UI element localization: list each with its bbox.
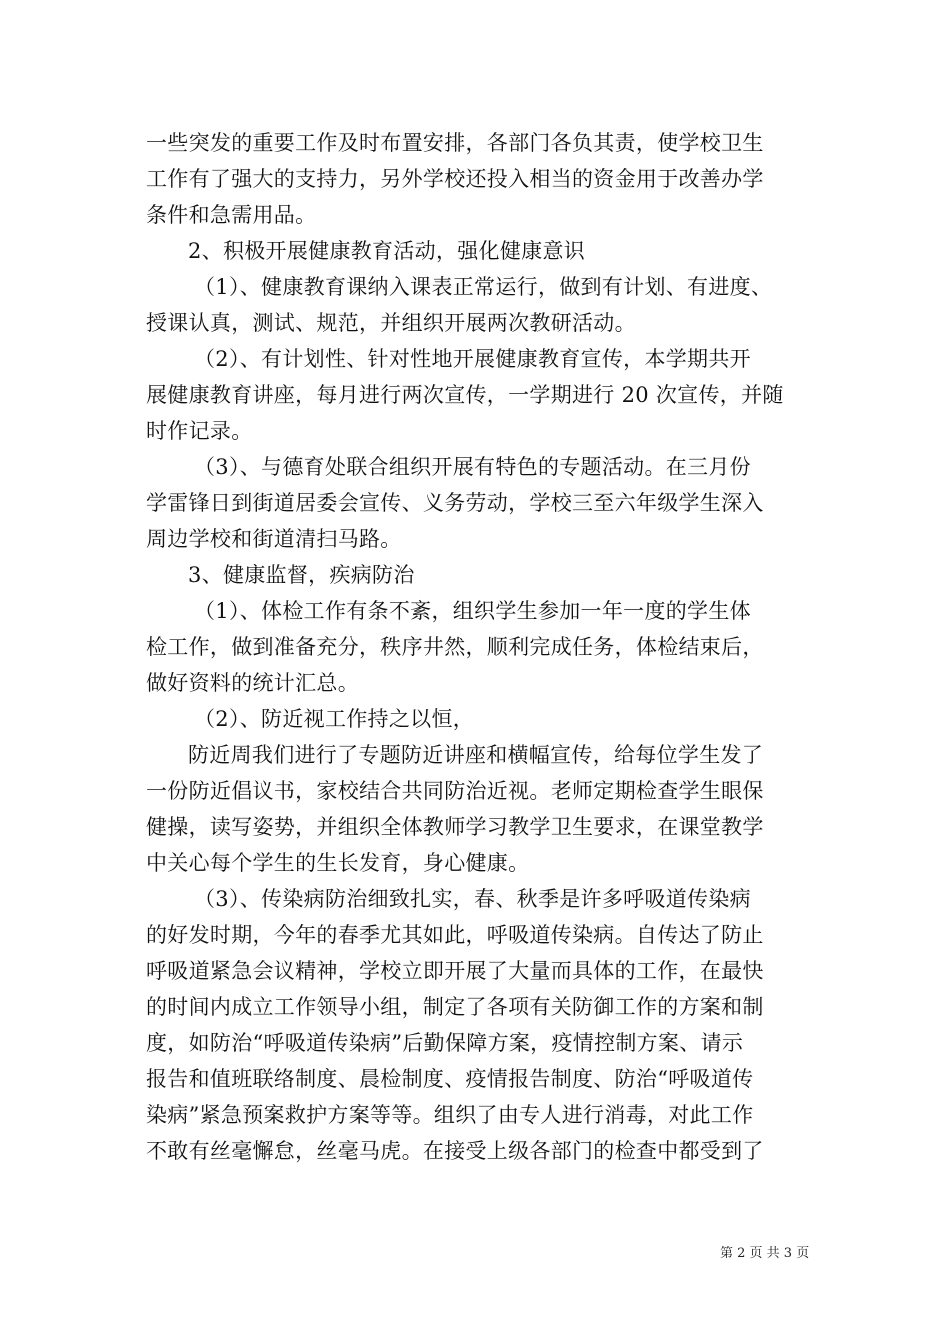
paragraph-line: 条件和急需用品。: [146, 203, 317, 227]
paragraph-line: 呼吸道紧急会议精神，学校立即开展了大量而具体的工作，在最快: [146, 959, 764, 983]
paragraph-line: 一些突发的重要工作及时布置安排，各部门各负其责，使学校卫生: [146, 131, 764, 155]
paragraph-line: 做好资料的统计汇总。: [146, 671, 359, 695]
paragraph-line: 检工作，做到准备充分，秩序井然，顺利完成任务，体检结束后，: [146, 635, 764, 659]
paragraph-line: （1）、健康教育课纳入课表正常运行，做到有计划、有进度、: [194, 275, 773, 299]
paragraph-line: 周边学校和街道清扫马路。: [146, 527, 402, 551]
paragraph-line: 学雷锋日到街道居委会宣传、义务劳动，学校三至六年级学生深入: [146, 491, 764, 515]
paragraph-line: （2）、有计划性、针对性地开展健康教育宣传，本学期共开: [194, 347, 751, 371]
paragraph-line: 报告和值班联络制度、晨检制度、疫情报告制度、防治“呼吸道传: [146, 1067, 754, 1091]
section-heading: 3、健康监督，疾病防治: [188, 563, 415, 587]
paragraph-line: 授课认真，测试、规范，并组织开展两次教研活动。: [146, 311, 636, 335]
paragraph-line: 度，如防治“呼吸道传染病”后勤保障方案，疫情控制方案、请示: [146, 1031, 744, 1055]
paragraph-line: 不敢有丝毫懈怠，丝毫马虎。在接受上级各部门的检查中都受到了: [146, 1139, 764, 1163]
paragraph-line: 的时间内成立工作领导小组，制定了各项有关防御工作的方案和制: [146, 995, 764, 1019]
paragraph-line: 一份防近倡议书，家校结合共同防治近视。老师定期检查学生眼保: [146, 779, 764, 803]
paragraph-line: 工作有了强大的支持力，另外学校还投入相当的资金用于改善办学: [146, 167, 764, 191]
paragraph-line: （3）、与德育处联合组织开展有特色的专题活动。在三月份: [194, 455, 751, 479]
paragraph-line: 的好发时期，今年的春季尤其如此，呼吸道传染病。自传达了防止: [146, 923, 764, 947]
paragraph-line: （2）、防近视工作持之以恒，: [194, 707, 475, 731]
paragraph-line: 展健康教育讲座，每月进行两次宣传，一学期进行 20 次宣传，并随: [146, 383, 784, 407]
page-number-footer: 第 2 页 共 3 页: [720, 1246, 810, 1261]
section-heading: 2、积极开展健康教育活动，强化健康意识: [188, 239, 586, 263]
paragraph-line: 时作记录。: [146, 419, 253, 443]
paragraph-line: 防近周我们进行了专题防近讲座和横幅宣传，给每位学生发了: [188, 743, 764, 767]
paragraph-line: （1）、体检工作有条不紊，组织学生参加一年一度的学生体: [194, 599, 751, 623]
paragraph-line: 健操，读写姿势，并组织全体教师学习教学卫生要求，在课堂教学: [146, 815, 764, 839]
paragraph-line: （3）、传染病防治细致扎实，春、秋季是许多呼吸道传染病: [194, 887, 751, 911]
paragraph-line: 中关心每个学生的生长发育，身心健康。: [146, 851, 530, 875]
paragraph-line: 染病”紧急预案救护方案等等。组织了由专人进行消毒，对此工作: [146, 1103, 754, 1127]
